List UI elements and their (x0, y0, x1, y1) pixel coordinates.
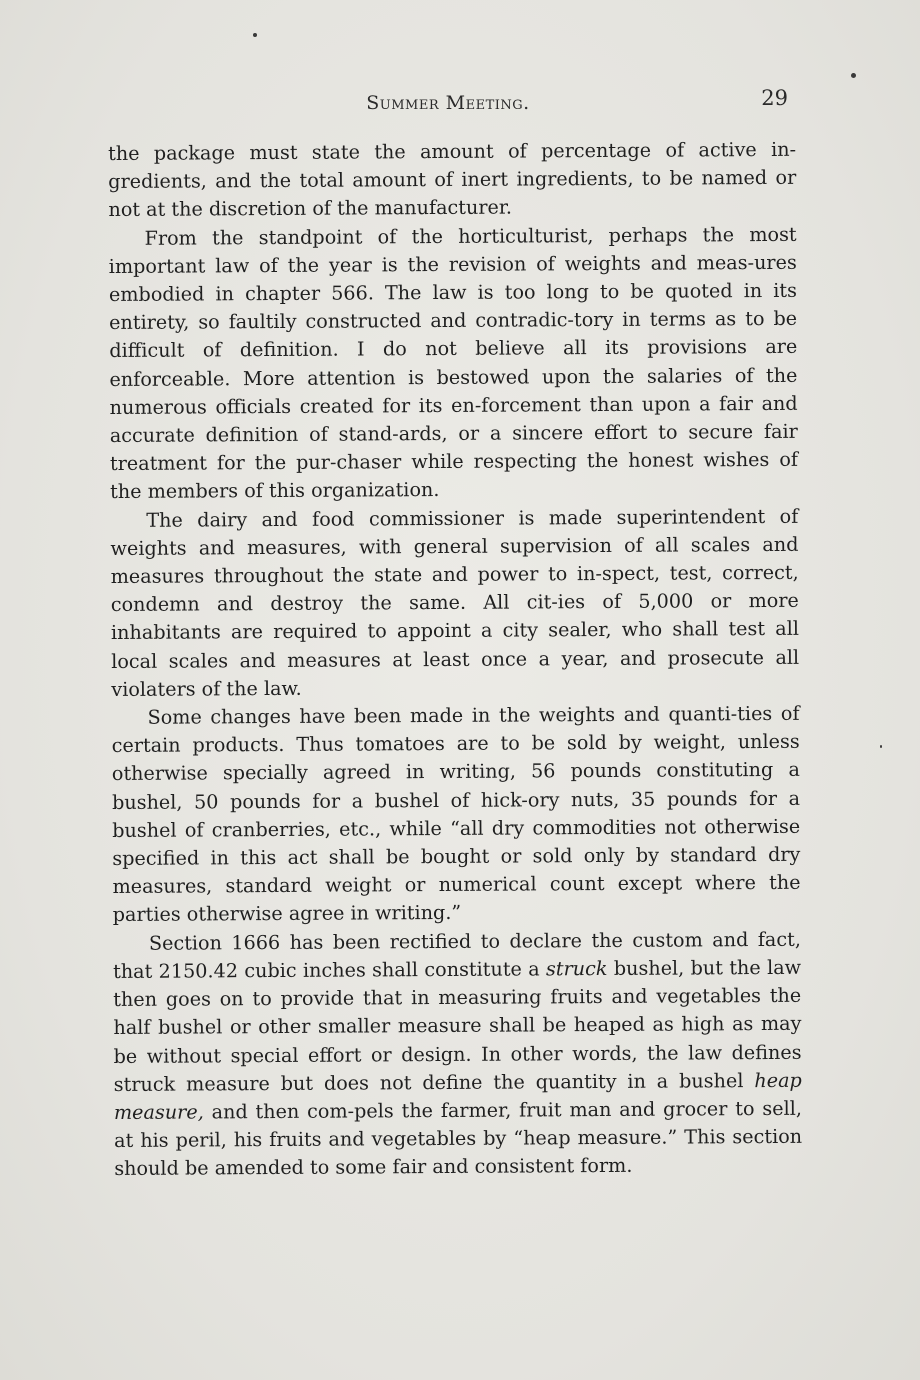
body-text (108, 136, 802, 1184)
running-head: Summer Meeting. (366, 92, 530, 114)
paragraph-4 (111, 700, 800, 930)
italic-struck: struck (545, 956, 608, 981)
paragraph-2 (109, 220, 799, 506)
paragraph-5-text-b: bushel, but the law then goes on to provide that in measuring fruits and vegetables the half bushel or other smaller measure shall be heaped as high as may be without special effort or design. In other words, the law defines struck measure but does not define the quantity in a bushel (113, 955, 802, 1096)
paper-speck (253, 33, 257, 37)
paragraph-4-text: Some changes have been made in the weights and quanti-ties of certain products. Thus tomatoes are to be sold by weight, unless otherwise specially agreed in writing, 56 pounds constituting a bushel, 50 pounds for a bushel of hick-ory nuts, 35 pounds for a bushel of cranberries, etc., while “all dry commodities not otherwise specified in this act shall be bought or sold only by standard dry measures, standard weight or numerical count except where the parties otherwise agree in writing.” (111, 701, 801, 927)
page-number: 29 (761, 86, 788, 110)
italic-heap-measure: heap measure, (113, 1068, 802, 1124)
paragraph-5 (113, 925, 803, 1183)
paragraph-2-text: From the standpoint of the horticulturist, perhaps the most important law of the year is the revision of weights and meas-ures embodied in chapter 566. The law is too long to be quoted in its entirety, so faultily constructed and contradic-tory in terms as to be difficult of definition. I do not believe all its provisions are enforceable. More attention is bestowed upon the salaries of the numerous officials created for its en-forcement than upon a fair and accurate definition of stand-ards, or a sincere effort to secure fair treatment for the pur-chaser while respecting the honest wishes of the members of this organization. (108, 222, 799, 504)
paper-speck (851, 73, 856, 78)
page-header (108, 86, 788, 116)
paragraph-1 (108, 136, 797, 225)
paper-speck (880, 745, 882, 748)
paragraph-1-text: the package must state the amount of percentage of active in-gredients, and the total amount of inert ingredients, to be named or not at the discretion of the manufacturer. (108, 137, 797, 222)
paragraph-5-text-a: Section 1666 has been rectified to declare the custom and fact, that 2150.42 cubic inches shall constitute a (113, 927, 801, 983)
paragraph-5-text-c: and then com-pels the farmer, fruit man and grocer to sell, at his peril, his fruits and vegetables by “heap measure.” This section should be amended to some fair and consistent form. (114, 1096, 803, 1181)
paragraph-3 (110, 502, 799, 704)
paragraph-3-text: The dairy and food commissioner is made superintendent of weights and measures, with general supervision of all scales and measures throughout the state and power to in-spect, test, correct, condemn and destroy the same. All cit-ies of 5,000 or more inhabitants are required to appoint a city sealer, who shall test all local scales and measures at least once a year, and prosecute all violaters of the law. (110, 504, 800, 701)
